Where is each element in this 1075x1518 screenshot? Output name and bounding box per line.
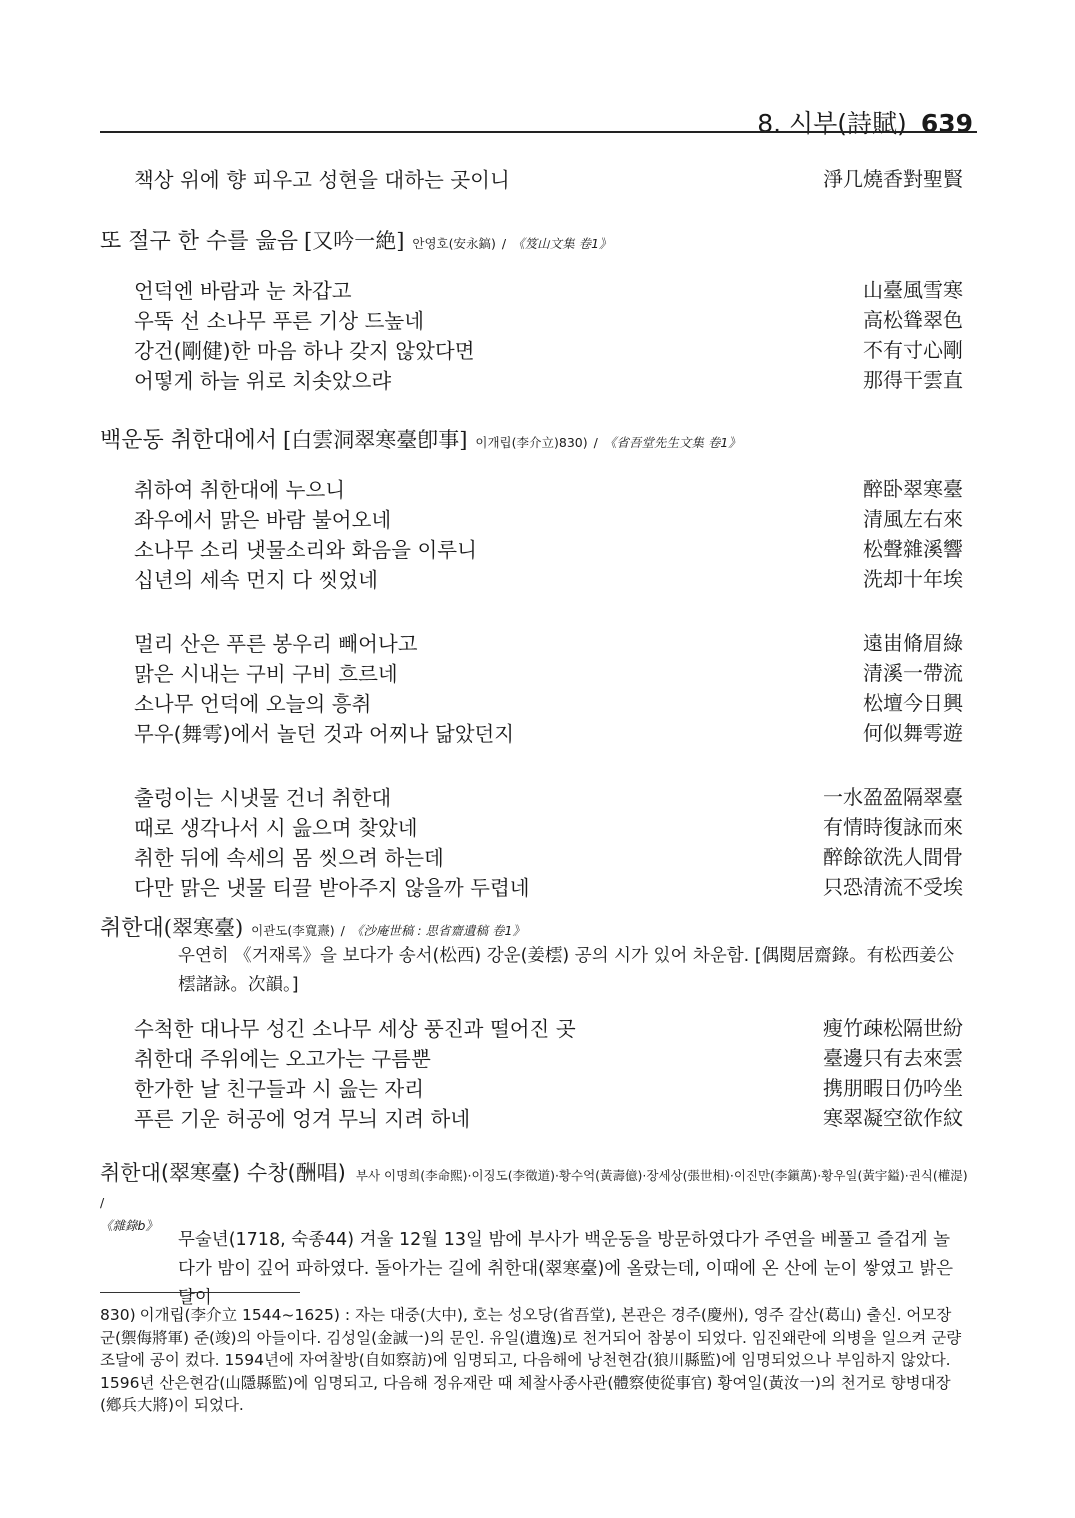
- verse-hanja: 淨几燒香對聖賢: [823, 167, 963, 191]
- poem-authors: 부사 이명희(李命熙)·이징도(李徵道)·황수억(黃壽億)·장세상(張世相)·이진만(李鎭萬)·황우일(黃宇鎰)·권식(權湜) /: [100, 1168, 968, 1210]
- verse-hanja: 醉餘欲洗人間骨: [823, 845, 963, 869]
- verse-hanja: 松壇今日興: [863, 691, 963, 715]
- separator: /: [340, 923, 345, 938]
- verse-line: [134, 687, 963, 717]
- poem-author: 이관도(李寬燾): [251, 923, 335, 938]
- verse-hanja: 遠峀脩眉綠: [863, 631, 963, 655]
- poem-note: 우연히 《거재록》을 보다가 송서(松西) 강운(姜橒) 공의 시가 있어 차운함. [偶閱居齋錄。有松西姜公橒諸詠。次韻。]: [178, 946, 955, 995]
- verse-korean: 수척한 대나무 성긴 소나무 세상 풍진과 떨어진 곳: [134, 1017, 576, 1041]
- verse-hanja: 高松聳翠色: [863, 308, 963, 332]
- poem-source: 《沙庵世稿 : 思省齋遺稿 卷1》: [350, 923, 525, 938]
- poem-2: [100, 424, 963, 901]
- verse-line: [134, 304, 963, 334]
- footnote: [100, 1304, 965, 1417]
- verse-line: [134, 1072, 963, 1102]
- verse-hanja: 只恐清流不受埃: [823, 875, 963, 899]
- verse-korean: 우뚝 선 소나무 푸른 기상 드높네: [134, 309, 425, 333]
- section-title: 8. 시부(詩賦): [757, 109, 907, 138]
- verse-korean: 십년의 세속 먼지 다 씻었네: [134, 568, 378, 592]
- verse-hanja: 臺邊只有去來雲: [823, 1046, 963, 1070]
- poem-4-prose: 무술년(1718, 숙종44) 겨울 12월 13일 밤에 부사가 백운동을 방문하였다가 주연을 베풀고 즐겁게 놀다가 밤이 깊어 파하였다. 돌아가는 길에 취한대(翠寒臺)에 올랐는데, 이때에 온 산에 눈이 쌓였고 밝은 달이: [178, 1230, 954, 1308]
- running-header: [757, 104, 973, 140]
- footnote-text: 이개립(李介立 1544~1625) : 자는 대중(大中), 호는 성오당(省吾堂), 본관은 경주(慶州), 영주 갈산(葛山) 출신. 어모장군(禦侮將軍) 준(竣)의 아들이다. 김성일(金誠一)의 문인. 유일(遺逸)로 천거되어 참봉이 되었다. 임진왜란에 의병을 일으켜 군량 조달에 공이 컸다. 1594년에 자여찰방(自如察訪)에 임명되고, 다음해에 낭천현감(狼川縣監)에 임명되었으나 부임하지 않았다. 1596년 산은현감(山隱縣監)에 임명되고, 다음해 정유재란 때 체찰사종사관(體察使從事官) 황여일(黃汝一)의 천거로 향병대장(鄕兵大將)이 되었다.: [100, 1306, 962, 1414]
- verse-line: [134, 473, 963, 503]
- verse-line: [134, 811, 963, 841]
- poem-3: [100, 1012, 963, 1132]
- verse-hanja: 那得干雲直: [863, 368, 963, 392]
- poem-author: 안영호(安永鎬): [412, 236, 496, 251]
- verse-korean: 책상 위에 향 피우고 성현을 대하는 곳이니: [134, 168, 510, 192]
- poem-author: 이개립(李介立)830): [475, 435, 588, 450]
- verse-korean: 취하여 취한대에 누으니: [134, 478, 346, 502]
- verse-line: [134, 781, 963, 811]
- verse-hanja: 瘦竹疎松隔世紛: [823, 1016, 963, 1040]
- title-korean: 또 절구 한 수를 읊음: [100, 229, 298, 254]
- verse-line: [134, 334, 963, 364]
- poem-title: [100, 424, 963, 459]
- verse-line: [134, 717, 963, 747]
- verse-korean: 한가한 날 친구들과 시 읊는 자리: [134, 1077, 425, 1101]
- verse-korean: 무우(舞雩)에서 놀던 것과 어찌나 닮았던지: [134, 722, 515, 746]
- verse-line: [134, 1102, 963, 1132]
- verse-korean: 좌우에서 맑은 바람 불어오네: [134, 508, 392, 532]
- separator: /: [501, 236, 507, 251]
- verse-korean: 어떻게 하늘 위로 치솟았으랴: [134, 369, 392, 393]
- verse-line: [134, 503, 963, 533]
- poem-source: 《省吾堂先生文集 卷1》: [603, 435, 741, 450]
- verse-korean: 출렁이는 시냇물 건너 취한대: [134, 786, 392, 810]
- verse-line: [134, 657, 963, 687]
- verse-korean: 언덕엔 바람과 눈 차갑고: [134, 279, 352, 303]
- verse-line: [134, 274, 963, 304]
- title-korean: 취한대(翠寒臺) 수창(酬唱): [100, 1161, 346, 1185]
- title-hanja: [又吟一絶]: [304, 229, 405, 253]
- footnote-rule: [100, 1292, 300, 1293]
- verse-line: [134, 563, 963, 593]
- title-hanja: [白雲洞翠寒臺卽事]: [283, 428, 468, 452]
- verse-korean: 맑은 시내는 구비 구비 흐르네: [134, 662, 398, 686]
- verse-line: [134, 163, 963, 193]
- footnote-number: 830): [100, 1306, 136, 1324]
- verse-line: [134, 1042, 963, 1072]
- verse-line: [134, 871, 963, 901]
- poem-title: [100, 225, 963, 260]
- verse-hanja: 携朋暇日仍吟坐: [823, 1076, 963, 1100]
- verse-hanja: 寒翠凝空欲作紋: [823, 1106, 963, 1130]
- verse-hanja: 清風左右來: [863, 507, 963, 531]
- poem-title: [100, 1160, 975, 1216]
- poem-4-title: [100, 1160, 975, 1236]
- title-korean: 백운동 취한대에서: [100, 428, 278, 453]
- verse-korean: 때로 생각나서 시 읊으며 찾았네: [134, 816, 418, 840]
- verse-korean: 푸른 기운 허공에 엉겨 무늬 지려 하네: [134, 1107, 471, 1131]
- verse-hanja: 有情時復詠而來: [823, 815, 963, 839]
- verse-korean: 취한대 주위에는 오고가는 구름뿐: [134, 1047, 431, 1071]
- title-korean: 취한대: [100, 916, 164, 941]
- verse-korean: 소나무 언덕에 오늘의 흥취: [134, 692, 372, 716]
- verse-line: [134, 364, 963, 394]
- verse-line: [134, 1012, 963, 1042]
- continued-verse: [100, 163, 963, 193]
- title-hanja: (翠寒臺): [163, 916, 244, 940]
- verse-line: [134, 533, 963, 563]
- verse-hanja: 一水盈盈隔翠臺: [823, 785, 963, 809]
- verse-hanja: 松聲雜溪響: [863, 537, 963, 561]
- poem-1: [100, 225, 963, 394]
- verse-hanja: 何似舞雩遊: [863, 721, 963, 745]
- verse-hanja: 不有寸心剛: [863, 338, 963, 362]
- verse-korean: 강건(剛健)한 마음 하나 갖지 않았다면: [134, 339, 475, 363]
- verse-hanja: 醉卧翠寒臺: [863, 477, 963, 501]
- page-number: 639: [920, 109, 973, 138]
- verse-line: [134, 841, 963, 871]
- separator: /: [593, 435, 598, 450]
- header-rule: [100, 131, 977, 133]
- verse-line: [134, 627, 963, 657]
- poem-source: 《雜錄b》: [100, 1218, 158, 1233]
- verse-korean: 멀리 산은 푸른 봉우리 빼어나고: [134, 632, 418, 656]
- verse-korean: 소나무 소리 냇물소리와 화음을 이루니: [134, 538, 477, 562]
- verse-hanja: 山臺風雪寒: [863, 278, 963, 302]
- verse-hanja: 清溪一帶流: [863, 661, 963, 685]
- verse-korean: 취한 뒤에 속세의 몸 씻으려 하는데: [134, 846, 444, 870]
- verse-hanja: 洗却十年埃: [863, 567, 963, 591]
- verse-korean: 다만 맑은 냇물 티끌 받아주지 않을까 두렵네: [134, 876, 530, 900]
- poem-source: 《笈山文集 卷1》: [512, 236, 612, 251]
